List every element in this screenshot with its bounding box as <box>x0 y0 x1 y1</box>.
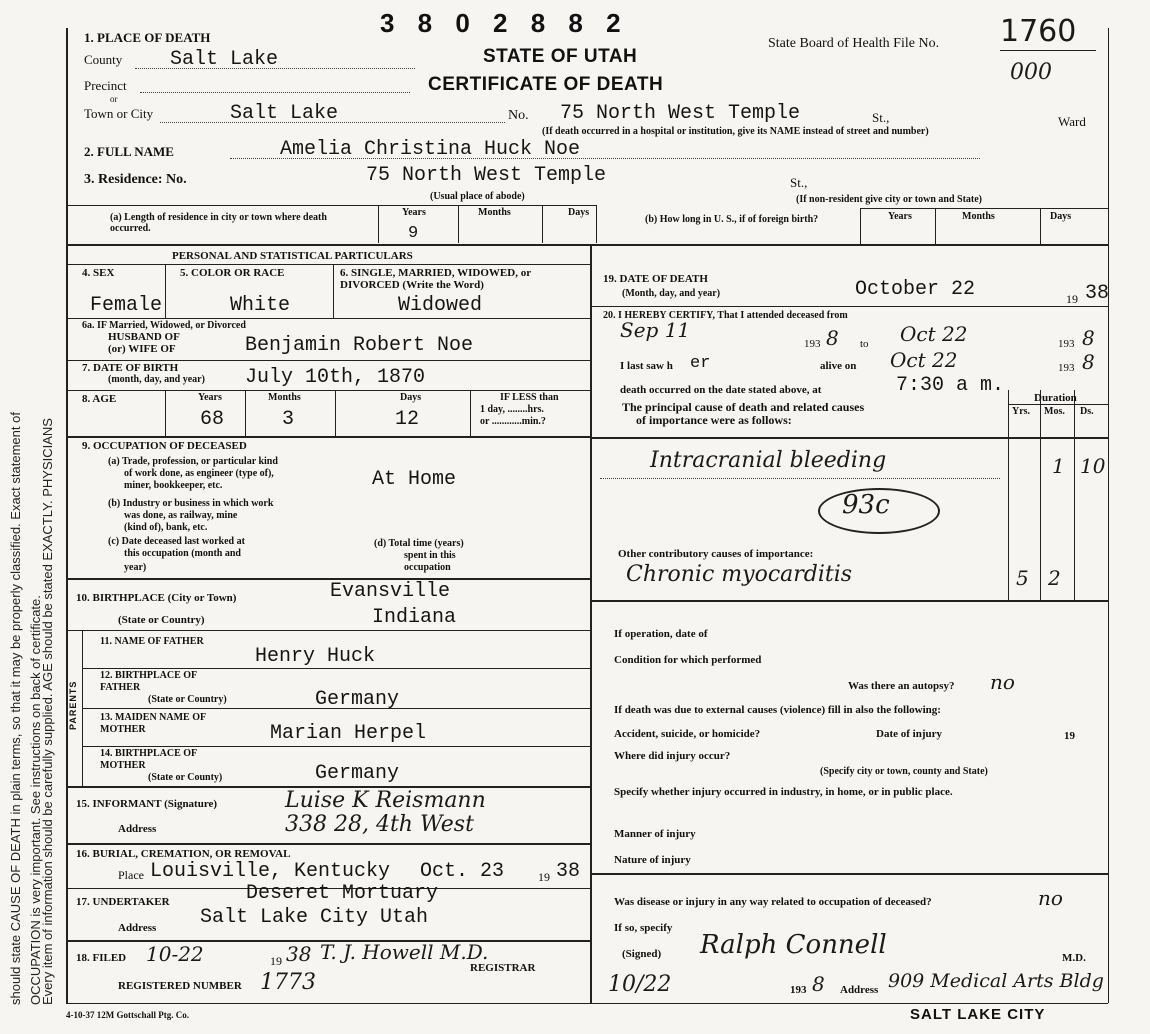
date-of-death-year-prefix: 19 <box>1066 292 1078 306</box>
street-label: St., <box>872 110 890 125</box>
hospital-note: (If death occurred in a hospital or institution, give its NAME instead of street and number) <box>542 126 929 137</box>
street-number-label: No. <box>508 108 529 123</box>
dob-label-1: 7. DATE OF BIRTH <box>82 362 179 374</box>
age-label: 8. AGE <box>82 393 117 405</box>
ward-label: Ward <box>1058 114 1086 129</box>
margin-instruction-line2: OCCUPATION is very important. See instructions on back of certificate. <box>28 595 43 1005</box>
mother-birthplace-label: 14. BIRTHPLACE OF MOTHER <box>100 748 197 771</box>
duration-yrs-header: Yrs. <box>1012 406 1031 417</box>
spouse-label-3: (or) WIFE OF <box>108 343 176 355</box>
birthplace-state-label: (State or Country) <box>118 614 205 626</box>
certify-label: 20. I HEREBY CERTIFY, That I attended deceased from <box>603 310 848 321</box>
operation-date-label: If operation, date of <box>614 628 708 640</box>
injury-place-label: Specify whether injury occurred in industry, in home, or in public place. <box>614 786 953 798</box>
occupation-c-label-3: year) <box>124 562 147 573</box>
filed-year: 38 <box>286 942 312 966</box>
occupational-disease-label: Was disease or injury in any way related to occupation of deceased? <box>614 896 932 908</box>
sign-year-prefix: 193 <box>790 984 807 996</box>
occupation-a-label-1: (a) Trade, profession, or particular kind <box>108 456 278 467</box>
burial-label: 16. BURIAL, CREMATION, OR REMOVAL <box>76 848 291 860</box>
external-causes-label: If death was due to external causes (violence) fill in also the following: <box>614 704 941 716</box>
date-of-death-label-2: (Month, day, and year) <box>622 288 721 299</box>
principal-cause-label-1: The principal cause of death and related causes <box>622 400 865 414</box>
specify-city-note: (Specify city or town, county and State) <box>820 766 988 777</box>
injury-date-label: Date of injury <box>876 728 942 740</box>
full-name-label: 2. FULL NAME <box>84 144 174 159</box>
manner-of-injury-label: Manner of injury <box>614 828 696 840</box>
alive-on-year: 8 <box>1082 350 1095 374</box>
spouse-label-2: HUSBAND OF <box>108 331 180 343</box>
place-of-death-label: 1. PLACE OF DEATH <box>84 30 211 45</box>
birthplace-city: Evansville <box>330 580 451 603</box>
contributory-cause-months: 2 <box>1048 566 1061 590</box>
burial-date: Oct. 23 <box>420 860 505 883</box>
burial-year: 38 <box>556 860 581 883</box>
mother-birthplace-sub: (State or County) <box>148 772 223 783</box>
full-name-value: Amelia Christina Huck Noe <box>280 138 581 161</box>
burial-place: Louisville, Kentucky <box>150 860 391 883</box>
less-than-label-1: IF LESS than <box>500 392 559 403</box>
accident-label: Accident, suicide, or homicide? <box>614 728 761 740</box>
residence-months-header: Months <box>478 207 511 218</box>
county-label: County <box>84 52 123 67</box>
occupation-b-label-1: (b) Industry or business in which work <box>108 498 274 509</box>
us-months-header: Months <box>962 211 995 222</box>
sex-label: 4. SEX <box>82 267 115 279</box>
sign-year: 8 <box>812 972 825 996</box>
death-time-label: death occurred on the date stated above, at <box>620 384 822 396</box>
undertaker-address-label: Address <box>118 922 157 934</box>
town-value: Salt Lake <box>230 102 339 125</box>
informant-address: 338 28, 4th West <box>285 812 474 837</box>
principal-cause-months: 1 <box>1052 454 1065 478</box>
foreign-birth-label: (b) How long in U. S., if of foreign birth? <box>645 214 819 225</box>
operation-condition-label: Condition for which performed <box>614 654 762 666</box>
burial-year-prefix: 19 <box>538 870 550 884</box>
registrar-label: REGISTRAR <box>470 962 536 974</box>
city-stamp: SALT LAKE CITY <box>910 1006 1046 1023</box>
residence-years-value: 9 <box>408 224 419 243</box>
occupation-value: At Home <box>372 468 457 491</box>
undertaker-label: 17. UNDERTAKER <box>76 896 170 908</box>
physician-signature: Ralph Connell <box>700 930 887 960</box>
mother-name: Marian Herpel <box>270 722 427 745</box>
certificate-serial-number: 3 8 0 2 8 8 2 <box>380 8 629 38</box>
death-time: 7:30 a m. <box>896 374 1005 397</box>
duration-ds-header: Ds. <box>1080 406 1094 417</box>
contributory-cause: Chronic myocarditis <box>626 562 853 587</box>
attended-year-prefix-1: 193 <box>804 338 821 350</box>
age-days: 12 <box>395 408 420 431</box>
dob-label-2: (month, day, and year) <box>108 374 205 385</box>
last-saw-pronoun: er <box>690 354 711 373</box>
physician-address: 909 Medical Arts Bldg <box>888 970 1104 992</box>
filed-year-prefix: 19 <box>270 954 282 968</box>
state-title: STATE OF UTAH <box>483 46 638 67</box>
filed-label: 18. FILED <box>76 952 127 964</box>
autopsy-value: no <box>990 670 1015 694</box>
alive-year-prefix: 193 <box>1058 362 1075 374</box>
occupation-d-label-3: occupation <box>404 562 451 573</box>
occupation-c-label-1: (c) Date deceased last worked at <box>108 536 245 547</box>
physician-address-label: Address <box>840 984 879 996</box>
residence-street-label: St., <box>790 175 808 190</box>
alive-on-date: Oct 22 <box>890 348 958 372</box>
or-label: or <box>110 94 118 104</box>
date-of-death-year: 38 <box>1085 282 1110 305</box>
occupation-a-label-3: miner, bookkeeper, etc. <box>124 480 223 491</box>
md-label: M.D. <box>1062 952 1086 964</box>
us-years-header: Years <box>888 211 912 222</box>
informant-label: 15. INFORMANT (Signature) <box>76 798 218 810</box>
occupation-d-label-1: (d) Total time (years) <box>374 538 464 549</box>
occupational-disease-value: no <box>1038 886 1063 910</box>
margin-instruction-line3: Every item of information should be carefully supplied. AGE should be stated EXACTLY. PHYSICIANS <box>40 418 55 1005</box>
us-days-header: Days <box>1050 211 1072 222</box>
spouse-name: Benjamin Robert Noe <box>245 334 474 357</box>
town-label: Town or City <box>84 106 154 121</box>
signed-label: (Signed) <box>622 948 662 960</box>
residence-days-header: Days <box>568 207 590 218</box>
sign-date: 10/22 <box>608 972 672 997</box>
date-of-death-label-1: 19. DATE OF DEATH <box>603 273 708 285</box>
parents-side-label: PARENTS <box>68 680 78 730</box>
burial-place-label: Place <box>118 868 144 882</box>
spouse-label-1: 6a. IF Married, Widowed, or Divorced <box>82 320 246 331</box>
printer-imprint: 4-10-37 12M Gottschall Ptg. Co. <box>66 1010 189 1020</box>
death-address: 75 North West Temple <box>560 102 801 125</box>
precinct-label: Precinct <box>84 78 127 93</box>
file-number-label: State Board of Health File No. <box>768 36 940 51</box>
autopsy-label: Was there an autopsy? <box>848 680 955 692</box>
occupation-label: 9. OCCUPATION OF DECEASED <box>82 440 247 452</box>
last-saw-label: I last saw h <box>620 360 673 372</box>
residence-label: 3. Residence: No. <box>84 172 187 187</box>
certificate-title: CERTIFICATE OF DEATH <box>428 74 664 95</box>
personal-section-title: PERSONAL AND STATISTICAL PARTICULARS <box>172 250 413 262</box>
to-label: to <box>860 338 869 350</box>
registered-number-label: REGISTERED NUMBER <box>118 980 242 992</box>
age-months: 3 <box>282 408 295 431</box>
filed-date: 10-22 <box>146 942 204 966</box>
mother-birthplace: Germany <box>315 762 400 785</box>
less-than-label-3: or ............min.? <box>480 416 546 427</box>
father-name: Henry Huck <box>255 645 376 668</box>
county-value: Salt Lake <box>170 48 279 71</box>
registered-number: 1773 <box>260 970 316 995</box>
contributory-cause-years: 5 <box>1016 566 1029 590</box>
attended-to-date: Oct 22 <box>900 322 968 346</box>
contributory-causes-label: Other contributory causes of importance: <box>618 548 814 560</box>
duration-label: Duration <box>1034 392 1077 404</box>
birthplace-state: Indiana <box>372 606 457 629</box>
father-birthplace-sub: (State or Country) <box>148 694 227 705</box>
file-number-sub: 000 <box>1010 60 1052 85</box>
age-years: 68 <box>200 408 225 431</box>
residence-value: 75 North West Temple <box>366 164 607 187</box>
occupation-b-label-3: (kind of), bank, etc. <box>124 522 208 533</box>
sex-value: Female <box>90 294 163 317</box>
attended-year-prefix-2: 193 <box>1058 338 1075 350</box>
age-days-header: Days <box>400 392 422 403</box>
alive-on-label: alive on <box>820 360 857 372</box>
residence-years-header: Years <box>402 207 426 218</box>
non-resident-note: (If non-resident give city or town and State) <box>796 194 983 205</box>
date-of-death: October 22 <box>855 278 976 301</box>
attended-to-year: 8 <box>1082 326 1095 350</box>
marital-status-value: Widowed <box>398 294 483 317</box>
if-so-specify-label: If so, specify <box>614 922 673 934</box>
registrar-signature: T. J. Howell M.D. <box>320 940 489 964</box>
undertaker-address: Salt Lake City Utah <box>200 906 429 929</box>
length-of-residence-label: (a) Length of residence in city or town where death occurred. <box>110 212 327 234</box>
usual-abode-note: (Usual place of abode) <box>430 191 525 202</box>
birthplace-label: 10. BIRTHPLACE (City or Town) <box>76 592 237 604</box>
occupation-b-label-2: was done, as railway, mine <box>124 510 238 521</box>
father-birthplace-label: 12. BIRTHPLACE OF FATHER <box>100 670 197 693</box>
principal-cause-days: 10 <box>1080 454 1106 478</box>
occupation-a-label-2: of work done, as engineer (type of), <box>124 468 274 479</box>
duration-mos-header: Mos. <box>1044 406 1065 417</box>
principal-cause: Intracranial bleeding <box>650 448 887 473</box>
race-label: 5. COLOR OR RACE <box>180 267 285 279</box>
undertaker-name: Deseret Mortuary <box>246 882 439 905</box>
principal-cause-label-2: of importance were as follows: <box>636 413 792 427</box>
injury-location-label: Where did injury occur? <box>614 750 731 762</box>
mother-name-label: 13. MAIDEN NAME OF MOTHER <box>100 712 206 735</box>
attended-from-year: 8 <box>826 326 839 350</box>
occupation-c-label-2: this occupation (month and <box>124 548 241 559</box>
file-number: 1760 <box>1000 14 1077 49</box>
less-than-label-2: 1 day, ........hrs. <box>480 404 544 415</box>
informant-address-label: Address <box>118 823 157 835</box>
informant-signature: Luise K Reismann <box>285 788 486 813</box>
marital-status-label: 6. SINGLE, MARRIED, WIDOWED, or DIVORCED (Write the Word) <box>340 267 531 291</box>
cause-code: 93c <box>842 490 890 520</box>
age-years-header: Years <box>198 392 222 403</box>
occupation-d-label-2: spent in this <box>404 550 456 561</box>
date-of-birth: July 10th, 1870 <box>245 366 426 389</box>
nature-of-injury-label: Nature of injury <box>614 854 691 866</box>
father-birthplace: Germany <box>315 688 400 711</box>
attended-from-date: Sep 11 <box>620 318 691 342</box>
age-months-header: Months <box>268 392 301 403</box>
injury-year-prefix: 19 <box>1064 730 1075 742</box>
father-name-label: 11. NAME OF FATHER <box>100 636 204 647</box>
margin-instruction-line1: should state CAUSE OF DEATH in plain terms, so that it may be properly classified. Exact statement of <box>8 412 23 1005</box>
race-value: White <box>230 294 291 317</box>
